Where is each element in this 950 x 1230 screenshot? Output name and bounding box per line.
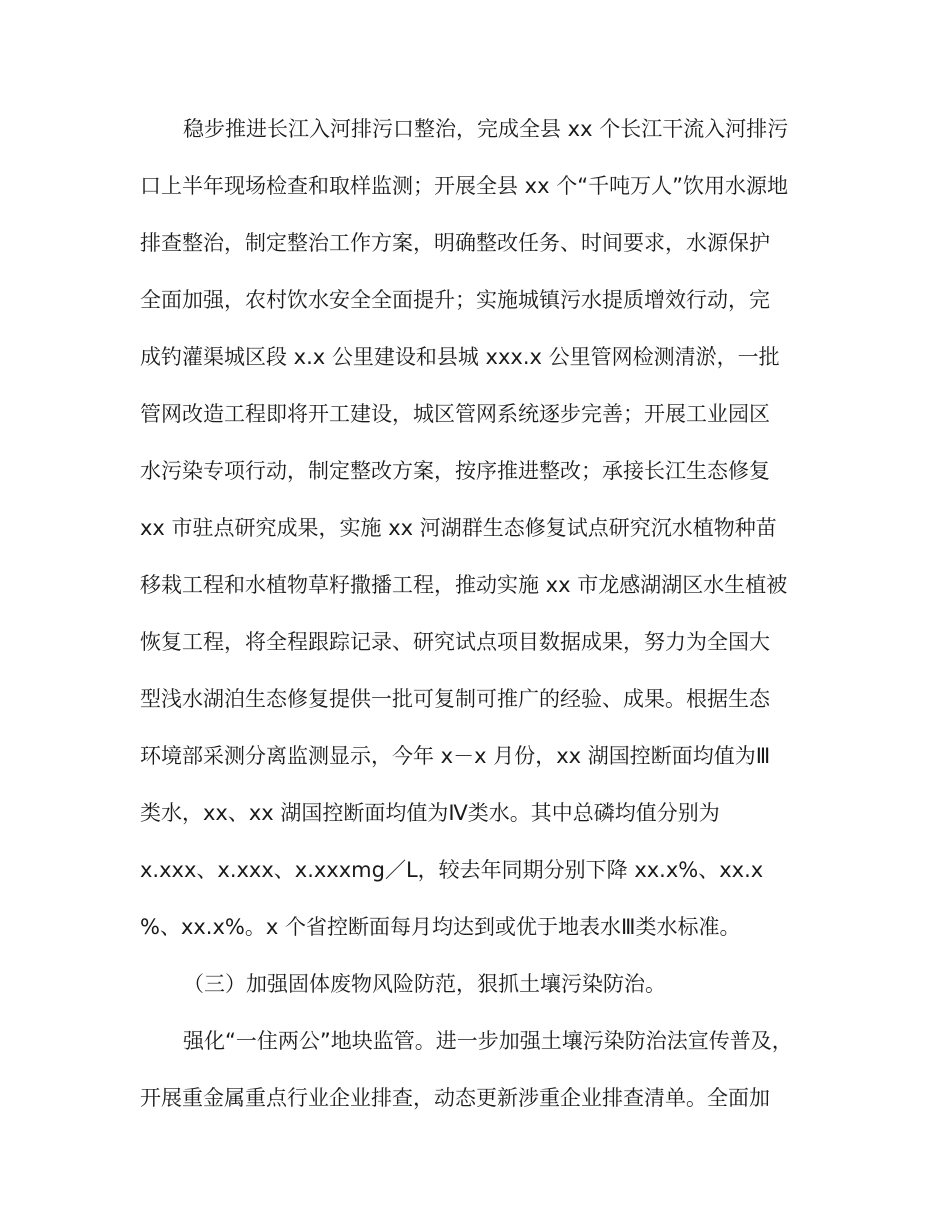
paragraph-line: 管网改造工程即将开工建设，城区管网系统逐步完善；开展工业园区	[140, 402, 770, 426]
paragraph-line: 全面加强，农村饮水安全全面提升；实施城镇污水提质增效行动，完	[140, 288, 770, 312]
paragraph-line: 排查整治，制定整治工作方案，明确整改任务、时间要求，水源保护	[140, 231, 770, 255]
paragraph-line: 口上半年现场检查和取样监测；开展全县 xx 个“千吨万人”饮用水源地	[140, 174, 788, 198]
paragraph-line: 移栽工程和水植物草籽撒播工程，推动实施 xx 市龙感湖湖区水生植被	[140, 573, 788, 597]
paragraph-line: 类水，xx、xx 湖国控断面均值为Ⅳ类水。其中总磷均值分别为	[140, 801, 720, 825]
paragraph-line: %、xx.x%。x 个省控断面每月均达到或优于地表水Ⅲ类水标准。	[140, 915, 741, 939]
paragraph-line: 水污染专项行动，制定整改方案，按序推进整改；承接长江生态修复	[140, 459, 770, 483]
paragraph-line: 开展重金属重点行业企业排查，动态更新涉重企业排查清单。全面加	[140, 1086, 770, 1110]
section-heading: （三）加强固体废物风险防范，狠抓土壤污染防治。	[183, 972, 666, 996]
paragraph-line: 环境部采测分离监测显示，今年 x－x 月份，xx 湖国控断面均值为Ⅲ	[140, 744, 771, 768]
paragraph-line: 稳步推进长江入河排污口整治，完成全县 xx 个长江干流入河排污	[183, 117, 789, 141]
paragraph-line: x.xxx、x.xxx、x.xxxmg／L，较去年同期分别下降 xx.x%、xx.x	[140, 858, 764, 882]
paragraph-line: 型浅水湖泊生态修复提供一批可复制可推广的经验、成果。根据生态	[140, 687, 770, 711]
paragraph-line: xx 市驻点研究成果，实施 xx 河湖群生态修复试点研究沉水植物种苗	[140, 516, 777, 540]
paragraph-line: 强化“一住两公”地块监管。进一步加强土壤污染防治法宣传普及，	[183, 1029, 793, 1053]
paragraph-line: 恢复工程，将全程跟踪记录、研究试点项目数据成果，努力为全国大	[140, 630, 770, 654]
paragraph-line: 成钓灌渠城区段 x.x 公里建设和县城 xxx.x 公里管网检测清淤，一批	[140, 345, 780, 369]
